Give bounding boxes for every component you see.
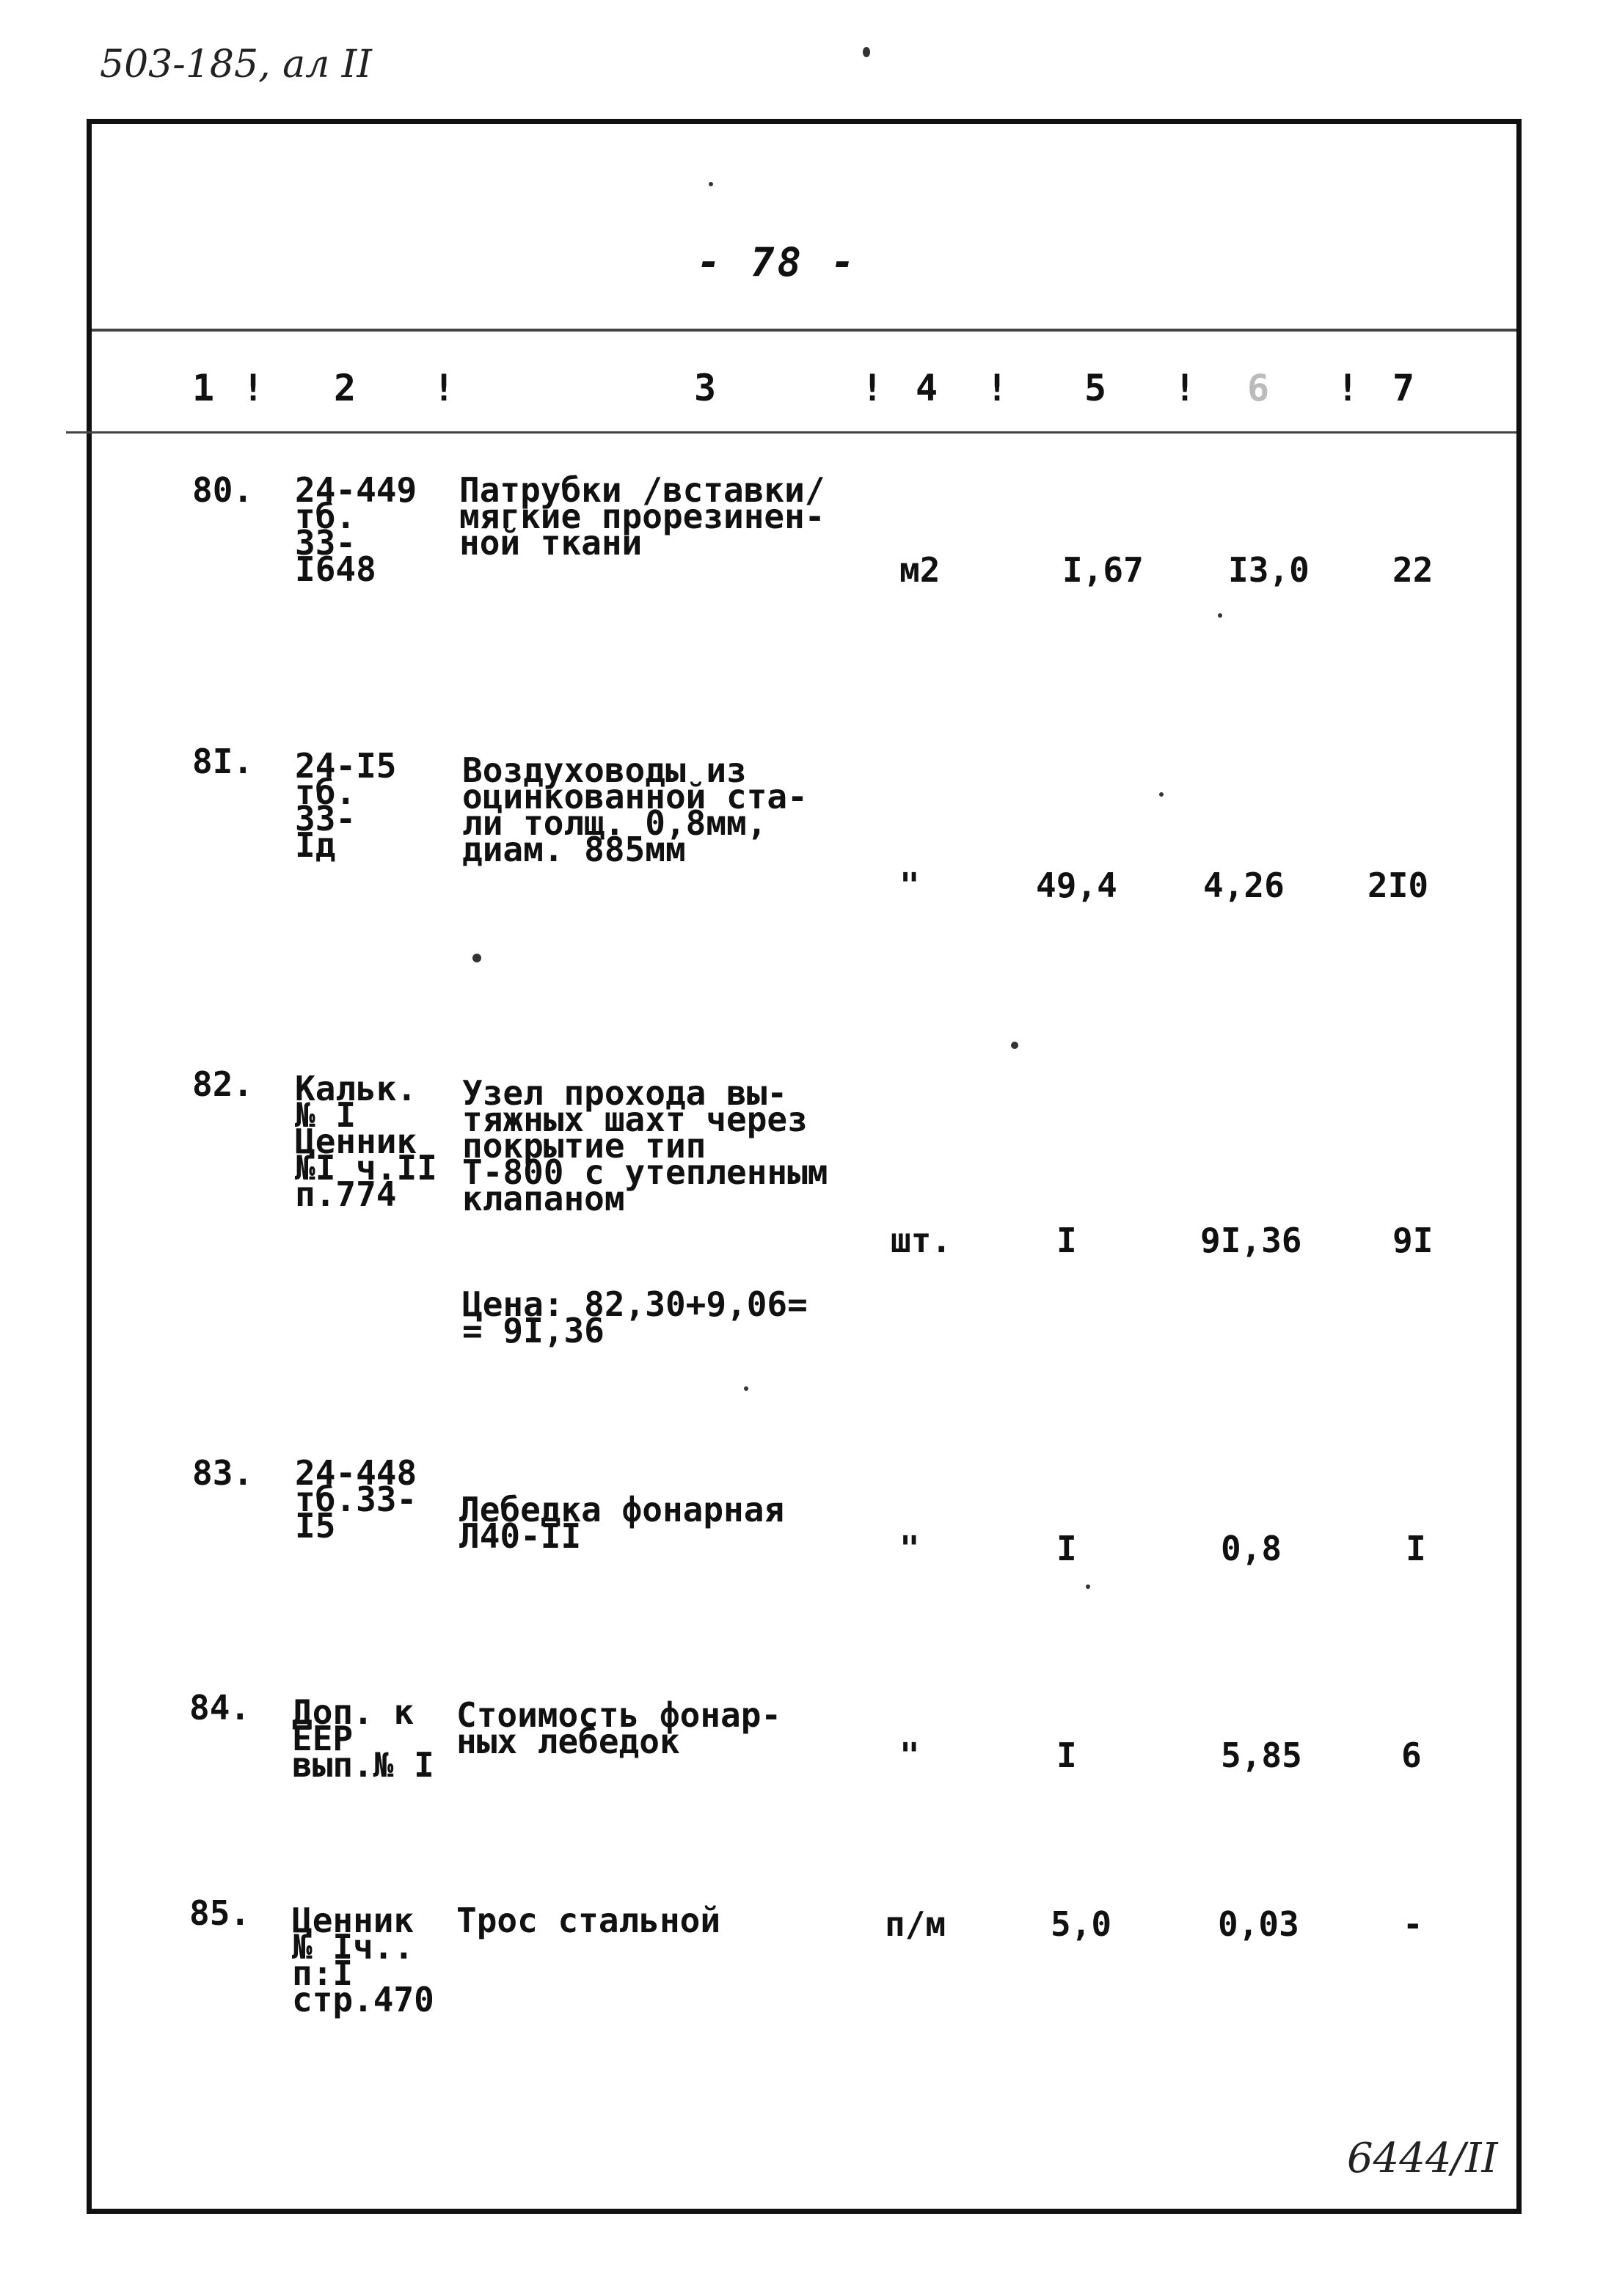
row-code: 24-448 тб.33- I5 [295, 1453, 417, 1546]
row-price: 0,03 [1218, 1904, 1299, 1944]
row-code: 24-I5 тб. 33- Iд [295, 746, 397, 865]
column-divider: ! [986, 367, 1009, 409]
row-name: Патрубки /вставки/ мягкие прорезинен- ной ткани [459, 470, 825, 563]
column-header-4: 4 [916, 367, 938, 409]
row-number: 82. [192, 1064, 254, 1104]
column-header-5: 5 [1084, 367, 1107, 409]
row-price-note: Цена: 82,30+9,06= = 9I,36 [462, 1284, 808, 1350]
document-code: 503-185, ал II [100, 43, 372, 87]
row-code: Доп. к ЕЕР вып.№ I [292, 1692, 434, 1785]
scan-speck [1159, 792, 1164, 797]
row-code: Кальк. № I Ценник №I ч.II п.774 [295, 1069, 437, 1214]
scan-speck [709, 182, 713, 186]
row-unit: м2 [899, 550, 941, 590]
row-total: 2I0 [1368, 866, 1429, 905]
row-price: 0,8 [1221, 1529, 1282, 1568]
row-number: 8I. [192, 742, 254, 781]
column-header-7: 7 [1392, 367, 1415, 409]
page-number: - 78 - [697, 239, 858, 285]
row-number: 84. [189, 1688, 251, 1728]
row-code: Ценник № Iч.. п:I стр.470 [292, 1901, 434, 2019]
row-quantity: 5,0 [1051, 1904, 1112, 1944]
row-total: - [1403, 1904, 1423, 1944]
row-number: 80. [192, 470, 254, 510]
column-divider: ! [242, 367, 265, 409]
header-rule [92, 329, 1516, 332]
row-price: 9I,36 [1200, 1221, 1302, 1260]
row-total: 22 [1392, 550, 1434, 590]
row-price: I3,0 [1228, 550, 1310, 590]
row-name: Трос стальной [456, 1901, 721, 1940]
column-divider: ! [1337, 367, 1359, 409]
scan-speck [1086, 1584, 1090, 1589]
row-total: 9I [1392, 1221, 1434, 1260]
row-quantity: I [1056, 1529, 1077, 1568]
row-price: 5,85 [1221, 1736, 1302, 1775]
scan-speck [1218, 613, 1222, 618]
row-quantity: I [1056, 1736, 1077, 1775]
column-header-rule [66, 431, 1516, 434]
scan-speck [1011, 1042, 1018, 1049]
row-quantity: I,67 [1062, 550, 1144, 590]
row-unit: шт. [891, 1221, 952, 1260]
row-number: 83. [192, 1453, 254, 1493]
row-quantity: 49,4 [1036, 866, 1117, 905]
row-name: Воздуховоды из оцинкованной ста- ли толщ. 0,8мм, диам. 885мм [462, 750, 808, 869]
column-header-3: 3 [694, 367, 717, 409]
row-name: Узел прохода вы- тяжных шахт через покрытие тип Т-800 с утепленным клапаном [462, 1073, 828, 1218]
scan-speck [744, 1386, 748, 1391]
row-unit: " [899, 1529, 920, 1568]
column-header-6: 6 [1247, 367, 1270, 409]
column-divider: ! [433, 367, 456, 409]
scan-speck [863, 47, 870, 57]
row-name: Стоимость фонар- ных лебедок [456, 1695, 782, 1761]
row-unit: п/м [885, 1904, 946, 1944]
row-unit: " [899, 866, 920, 905]
row-total: I [1406, 1529, 1426, 1568]
scan-speck [472, 954, 481, 962]
row-unit: " [899, 1736, 920, 1775]
row-quantity: I [1056, 1221, 1077, 1260]
row-number: 85. [189, 1893, 251, 1933]
column-divider: ! [861, 367, 884, 409]
row-code: 24-449 тб. 33- I648 [295, 470, 417, 589]
column-header-2: 2 [334, 367, 357, 409]
column-divider: ! [1174, 367, 1197, 409]
column-header-1: 1 [192, 367, 215, 409]
row-price: 4,26 [1203, 866, 1285, 905]
row-name: Лебедка фонарная Л40-II [459, 1490, 785, 1556]
row-total: 6 [1401, 1736, 1422, 1775]
archive-mark: 6444/II [1347, 2135, 1498, 2182]
